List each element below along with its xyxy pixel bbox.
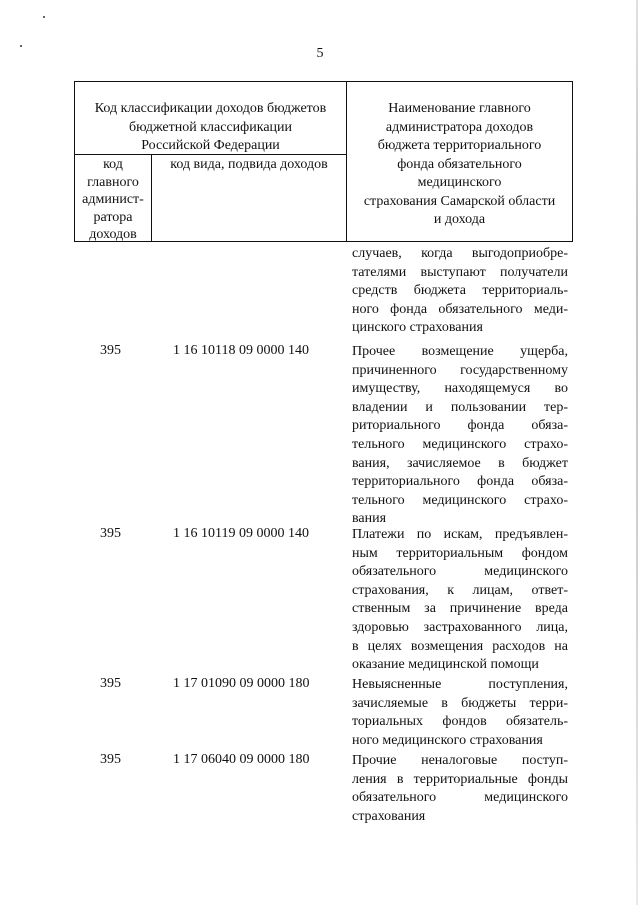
page-number: 5: [316, 46, 324, 61]
desc-line: имуществу, находящемуся во: [352, 381, 568, 397]
header-line: Код классификации доходов бюджетов: [94, 101, 327, 116]
desc-line: вания: [352, 511, 387, 527]
desc-line: ториальных фондов обязатель-: [352, 714, 568, 730]
row-income-code: 1 16 10118 09 0000 140: [173, 343, 309, 358]
desc-line: владении и пользовании тер-: [352, 399, 568, 415]
desc-line: ления в территориальные фонды: [352, 771, 568, 787]
header-line: и дохода: [433, 212, 486, 227]
desc-line: цинского страхования: [352, 320, 483, 336]
desc-line: ного медицинского страхования: [352, 732, 543, 748]
row-description: [352, 343, 568, 529]
row-description: [352, 752, 568, 826]
row-admin-code: 395: [100, 526, 121, 541]
desc-line: Прочее возмещение ущерба,: [352, 344, 568, 359]
desc-line: страхования, к лицам, ответ-: [352, 582, 568, 598]
desc-line: Невыясненные поступления,: [352, 677, 568, 692]
desc-line: обязательного медицинского: [352, 564, 568, 580]
desc-line: Прочие неналоговые поступ-: [352, 753, 568, 768]
desc-line: тателями выступают получатели: [352, 264, 568, 280]
desc-line: страхования: [352, 808, 426, 824]
header-line: код вида, подвида доходов: [170, 157, 328, 172]
row-admin-code: 395: [100, 752, 121, 767]
desc-line: ным территориальным фондом: [352, 545, 568, 561]
header-line: медицинского: [417, 175, 502, 190]
desc-line: ного фонда обязательного меди-: [352, 301, 568, 317]
header-line: доходов: [89, 227, 137, 242]
row-admin-code: 395: [100, 343, 121, 358]
header-line: ратора: [93, 209, 133, 225]
scan-speck: [43, 16, 45, 18]
header-line: админист-: [82, 192, 144, 207]
desc-line: оказание медицинской помощи: [352, 657, 539, 673]
desc-line: Платежи по искам, предъявлен-: [352, 527, 568, 542]
header-admin-code: [75, 156, 151, 244]
row-income-code: 1 17 06040 09 0000 180: [173, 752, 310, 767]
continuation-text: [352, 245, 568, 338]
row-description: [352, 676, 568, 750]
row-income-code: 1 17 01090 09 0000 180: [173, 676, 310, 691]
desc-line: причиненного государственному: [352, 362, 568, 378]
header-line: бюджетной классификации: [128, 119, 293, 135]
header-line: Российской Федерации: [141, 138, 280, 153]
desc-line: обязательного медицинского: [352, 790, 568, 806]
header-line: страхования Самарской области: [363, 193, 556, 209]
header-line: главного: [87, 174, 139, 190]
desc-line: тельного медицинского страхо-: [352, 436, 568, 452]
header-line: фонда обязательного: [397, 156, 522, 172]
desc-line: здоровью застрахованного лица,: [352, 619, 568, 635]
header-type-code: [152, 156, 346, 175]
desc-line: случаев, когда выгодоприобре-: [352, 246, 568, 261]
header-line: администратора доходов: [385, 119, 534, 135]
desc-line: тельного медицинского страхо-: [352, 492, 568, 508]
header-line: бюджета территориального: [377, 138, 542, 153]
scan-edge: [636, 0, 638, 905]
desc-line: зачисляемые в бюджеты терри-: [352, 695, 568, 711]
table-header: [74, 81, 573, 242]
header-classification: [75, 100, 346, 156]
desc-line: вания, зачисляемое в бюджет: [352, 455, 568, 471]
row-description: [352, 526, 568, 675]
desc-line: средств бюджета территориаль-: [352, 283, 568, 299]
desc-line: риториального фонда обяза-: [352, 418, 568, 434]
desc-line: территориального фонда обяза-: [352, 474, 568, 490]
row-admin-code: 395: [100, 676, 121, 691]
header-line: Наименование главного: [388, 101, 531, 116]
desc-line: в целях возмещения расходов на: [352, 638, 568, 654]
header-line: код: [103, 157, 123, 172]
desc-line: ственным за причинение вреда: [352, 601, 568, 617]
row-income-code: 1 16 10119 09 0000 140: [173, 526, 309, 541]
header-name: [347, 100, 572, 230]
